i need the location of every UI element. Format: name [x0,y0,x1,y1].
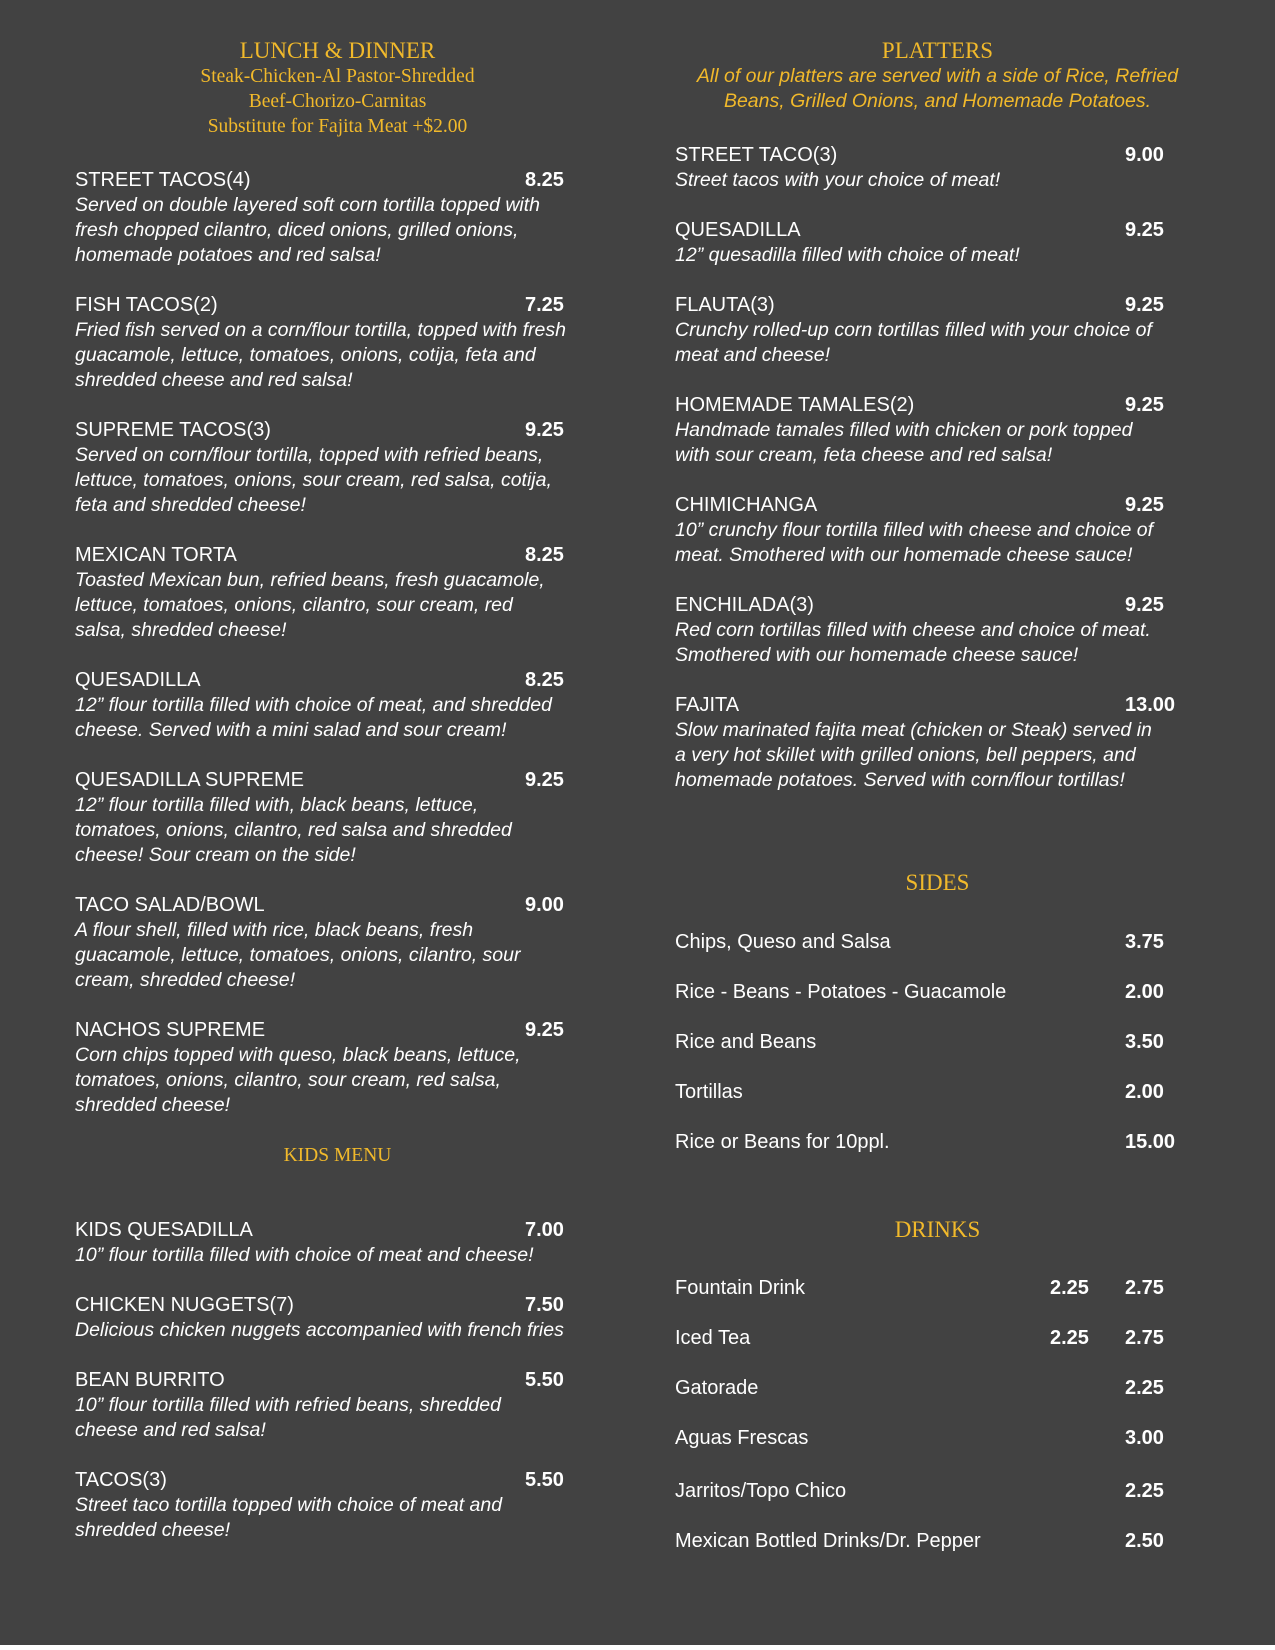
item-desc-line: tomatoes, onions, cilantro, red salsa and shredded [75,819,512,841]
platter-item-quesadilla [675,218,1200,268]
item-desc-line: Street tacos with your choice of meat! [675,169,1001,191]
menu-item-mexican-torta [75,543,600,643]
item-price: 2.25 [1125,1480,1164,1502]
item-price-small: 2.25 [1050,1277,1089,1299]
item-name: QUESADILLA SUPREME [75,769,304,791]
item-desc-line: 12” flour tortilla filled with, black beans, lettuce, [75,794,479,816]
drink-item [675,1529,1200,1554]
item-price: 3.50 [1125,1031,1164,1053]
item-price: 2.75 [1125,1277,1164,1299]
item-desc-line: a very hot skillet with grilled onions, bell peppers, and [675,744,1136,766]
menu-item-chicken-nuggets [75,1293,600,1343]
item-price: 9.25 [525,419,564,441]
platters-subtitle-line: Beans, Grilled Onions, and Homemade Potatoes. [723,90,1152,112]
item-desc-line: guacamole, lettuce, tomatoes, onions, cotija, feta and [75,344,536,366]
item-price: 8.25 [525,169,564,191]
item-desc-line: 12” flour tortilla filled with choice of meat, and shredded [75,694,552,716]
item-price: 9.00 [1125,144,1164,166]
item-price: 3.75 [1125,931,1164,953]
item-name: NACHOS SUPREME [75,1019,266,1041]
item-price: 9.00 [525,894,564,916]
menu-item-bean-burrito [75,1368,600,1443]
platters-title: PLATTERS [881,38,994,63]
drink-item [675,1479,1200,1504]
item-price: 9.25 [525,1019,564,1041]
item-name: Fountain Drink [675,1277,806,1299]
item-desc-line: Corn chips topped with queso, black beans, lettuce, [75,1044,521,1066]
item-desc-line: shredded cheese and red salsa! [75,369,353,391]
item-price: 3.00 [1125,1427,1164,1449]
kids-menu-title: KIDS MENU [283,1145,392,1166]
lunch-dinner-subtitle-line: Beef-Chorizo-Carnitas [248,91,427,112]
item-name: Mexican Bottled Drinks/Dr. Pepper [675,1530,981,1552]
item-name: Iced Tea [675,1327,751,1349]
item-name: Gatorade [675,1377,759,1399]
item-desc-line: meat and cheese! [675,344,831,366]
item-desc-line: cheese. Served with a mini salad and sour cream! [75,719,507,741]
item-price: 8.25 [525,669,564,691]
item-desc-line: Slow marinated fajita meat (chicken or Steak) served in [675,719,1152,741]
item-name: Tortillas [675,1081,743,1103]
item-desc-line: Toasted Mexican bun, refried beans, fresh guacamole, [75,569,545,591]
item-desc-line: shredded cheese! [75,1519,231,1541]
item-desc-line: Fried fish served on a corn/flour tortilla, topped with fresh [75,319,566,341]
item-name: Rice and Beans [675,1031,817,1053]
kids-menu-header [75,1143,600,1169]
item-desc-line: 10” crunchy flour tortilla filled with cheese and choice of [675,519,1153,541]
item-desc-line: Street taco tortilla topped with choice of meat and [75,1494,503,1516]
item-desc-line: Served on corn/flour tortilla, topped with refried beans, [75,444,544,466]
drinks-header [675,1217,1200,1243]
side-item [675,1130,1200,1155]
item-price: 2.50 [1125,1530,1164,1552]
item-name: QUESADILLA [675,219,801,241]
platter-item-flauta [675,293,1200,368]
item-desc-line: tomatoes, onions, cilantro, sour cream, red salsa, [75,1069,501,1091]
platters-header [675,38,1200,114]
item-name: Jarritos/Topo Chico [675,1480,847,1502]
item-name: FLAUTA(3) [675,294,775,316]
item-price: 7.00 [525,1219,564,1241]
item-desc-line: Smothered with our homemade cheese sauce! [675,644,1079,666]
item-desc-line: meat. Smothered with our homemade cheese sauce! [675,544,1133,566]
side-item [675,980,1200,1005]
item-name: TACO SALAD/BOWL [75,894,265,916]
item-desc-line: salsa, shredded cheese! [75,619,287,641]
item-price: 9.25 [1125,394,1164,416]
item-name: Chips, Queso and Salsa [675,931,891,953]
sides-header [675,870,1200,896]
item-desc-line: feta and shredded cheese! [75,494,306,516]
platter-item-street-taco [675,143,1200,193]
item-desc-line: fresh chopped cilantro, diced onions, grilled onions, [75,219,519,241]
menu-item-fish-tacos [75,293,600,393]
lunch-dinner-subtitle-line: Steak-Chicken-Al Pastor-Shredded [200,66,475,87]
item-price: 2.25 [1125,1377,1164,1399]
item-price: 5.50 [525,1369,564,1391]
item-price: 9.25 [1125,294,1164,316]
item-desc-line: Handmade tamales filled with chicken or pork topped [675,419,1133,441]
drink-item [675,1376,1200,1401]
item-name: Rice or Beans for 10ppl. [675,1131,890,1153]
item-desc-line: Crunchy rolled-up corn tortillas filled with your choice of [675,319,1152,341]
menu-item-supreme-tacos [75,418,600,518]
menu-item-nachos-supreme [75,1018,600,1118]
side-item [675,1030,1200,1055]
item-price-small: 2.25 [1050,1327,1089,1349]
item-desc-line: A flour shell, filled with rice, black beans, fresh [75,919,474,941]
item-name: SUPREME TACOS(3) [75,419,271,441]
drink-item [675,1276,1200,1301]
item-desc-line: Delicious chicken nuggets accompanied with french fries [75,1319,564,1341]
menu-item-quesadilla-supreme [75,768,600,868]
platter-item-homemade-tamales [675,393,1200,468]
item-desc-line: cream, shredded cheese! [75,969,296,991]
item-desc-line: cheese! Sour cream on the side! [75,844,356,866]
item-desc-line: shredded cheese! [75,1094,231,1116]
item-desc-line: cheese and red salsa! [75,1419,266,1441]
item-name: MEXICAN TORTA [75,544,237,566]
item-price: 9.25 [1125,219,1164,241]
item-price: 7.50 [525,1294,564,1316]
lunch-dinner-header [75,38,600,139]
item-name: FAJITA [675,694,740,716]
item-name: STREET TACO(3) [675,144,838,166]
item-desc-line: 12” quesadilla filled with choice of meat! [675,244,1020,266]
item-price: 2.00 [1125,1081,1164,1103]
item-desc-line: guacamole, lettuce, tomatoes, onions, cilantro, sour [75,944,521,966]
item-desc-line: homemade potatoes and red salsa! [75,244,381,266]
item-name: STREET TACOS(4) [75,169,251,191]
item-price: 13.00 [1125,694,1176,716]
item-price: 9.25 [525,769,564,791]
item-name: FISH TACOS(2) [75,294,218,316]
item-name: CHIMICHANGA [675,494,818,516]
item-name: QUESADILLA [75,669,201,691]
lunch-dinner-subtitle-line: Substitute for Fajita Meat +$2.00 [207,116,468,137]
menu-item-taco-salad-bowl [75,893,600,993]
item-desc-line: Served on double layered soft corn tortilla topped with [75,194,541,216]
item-desc-line: 10” flour tortilla filled with refried beans, shredded [75,1394,501,1416]
side-item [675,1080,1200,1105]
item-price: 8.25 [525,544,564,566]
item-desc-line: Red corn tortillas filled with cheese and choice of meat. [675,619,1151,641]
item-price: 2.00 [1125,981,1164,1003]
item-desc-line: with sour cream, feta cheese and red salsa! [675,444,1053,466]
item-desc-line: 10” flour tortilla filled with choice of meat and cheese! [75,1244,534,1266]
item-price: 7.25 [525,294,564,316]
item-name: Aguas Frescas [675,1427,809,1449]
menu-item-kids-tacos [75,1468,600,1543]
platter-item-enchilada [675,593,1200,668]
item-name: TACOS(3) [75,1469,167,1491]
item-name: HOMEMADE TAMALES(2) [675,394,915,416]
item-price: 9.25 [1125,494,1164,516]
item-price: 5.50 [525,1469,564,1491]
menu-item-quesadilla [75,668,600,743]
platter-item-chimichanga [675,493,1200,568]
sides-title: SIDES [905,870,970,895]
item-price: 15.00 [1125,1131,1176,1153]
platters-subtitle-line: All of our platters are served with a side of Rice, Refried [696,65,1179,87]
item-desc-line: lettuce, tomatoes, onions, cilantro, sour cream, red [75,594,513,616]
item-name: ENCHILADA(3) [675,594,814,616]
side-item [675,930,1200,955]
drink-item [675,1426,1200,1451]
menu-item-street-tacos [75,168,600,268]
drinks-title: DRINKS [894,1217,981,1242]
menu-item-kids-quesadilla [75,1218,600,1268]
item-name: Rice - Beans - Potatoes - Guacamole [675,981,1007,1003]
platter-item-fajita [675,693,1200,793]
item-name: CHICKEN NUGGETS(7) [75,1294,294,1316]
lunch-dinner-title: LUNCH & DINNER [239,38,436,63]
item-desc-line: homemade potatoes. Served with corn/flour tortillas! [675,769,1125,791]
item-name: KIDS QUESADILLA [75,1219,253,1241]
item-desc-line: lettuce, tomatoes, onions, sour cream, red salsa, cotija, [75,469,552,491]
item-price: 2.75 [1125,1327,1164,1349]
item-name: BEAN BURRITO [75,1369,225,1391]
drink-item [675,1326,1200,1351]
item-price: 9.25 [1125,594,1164,616]
